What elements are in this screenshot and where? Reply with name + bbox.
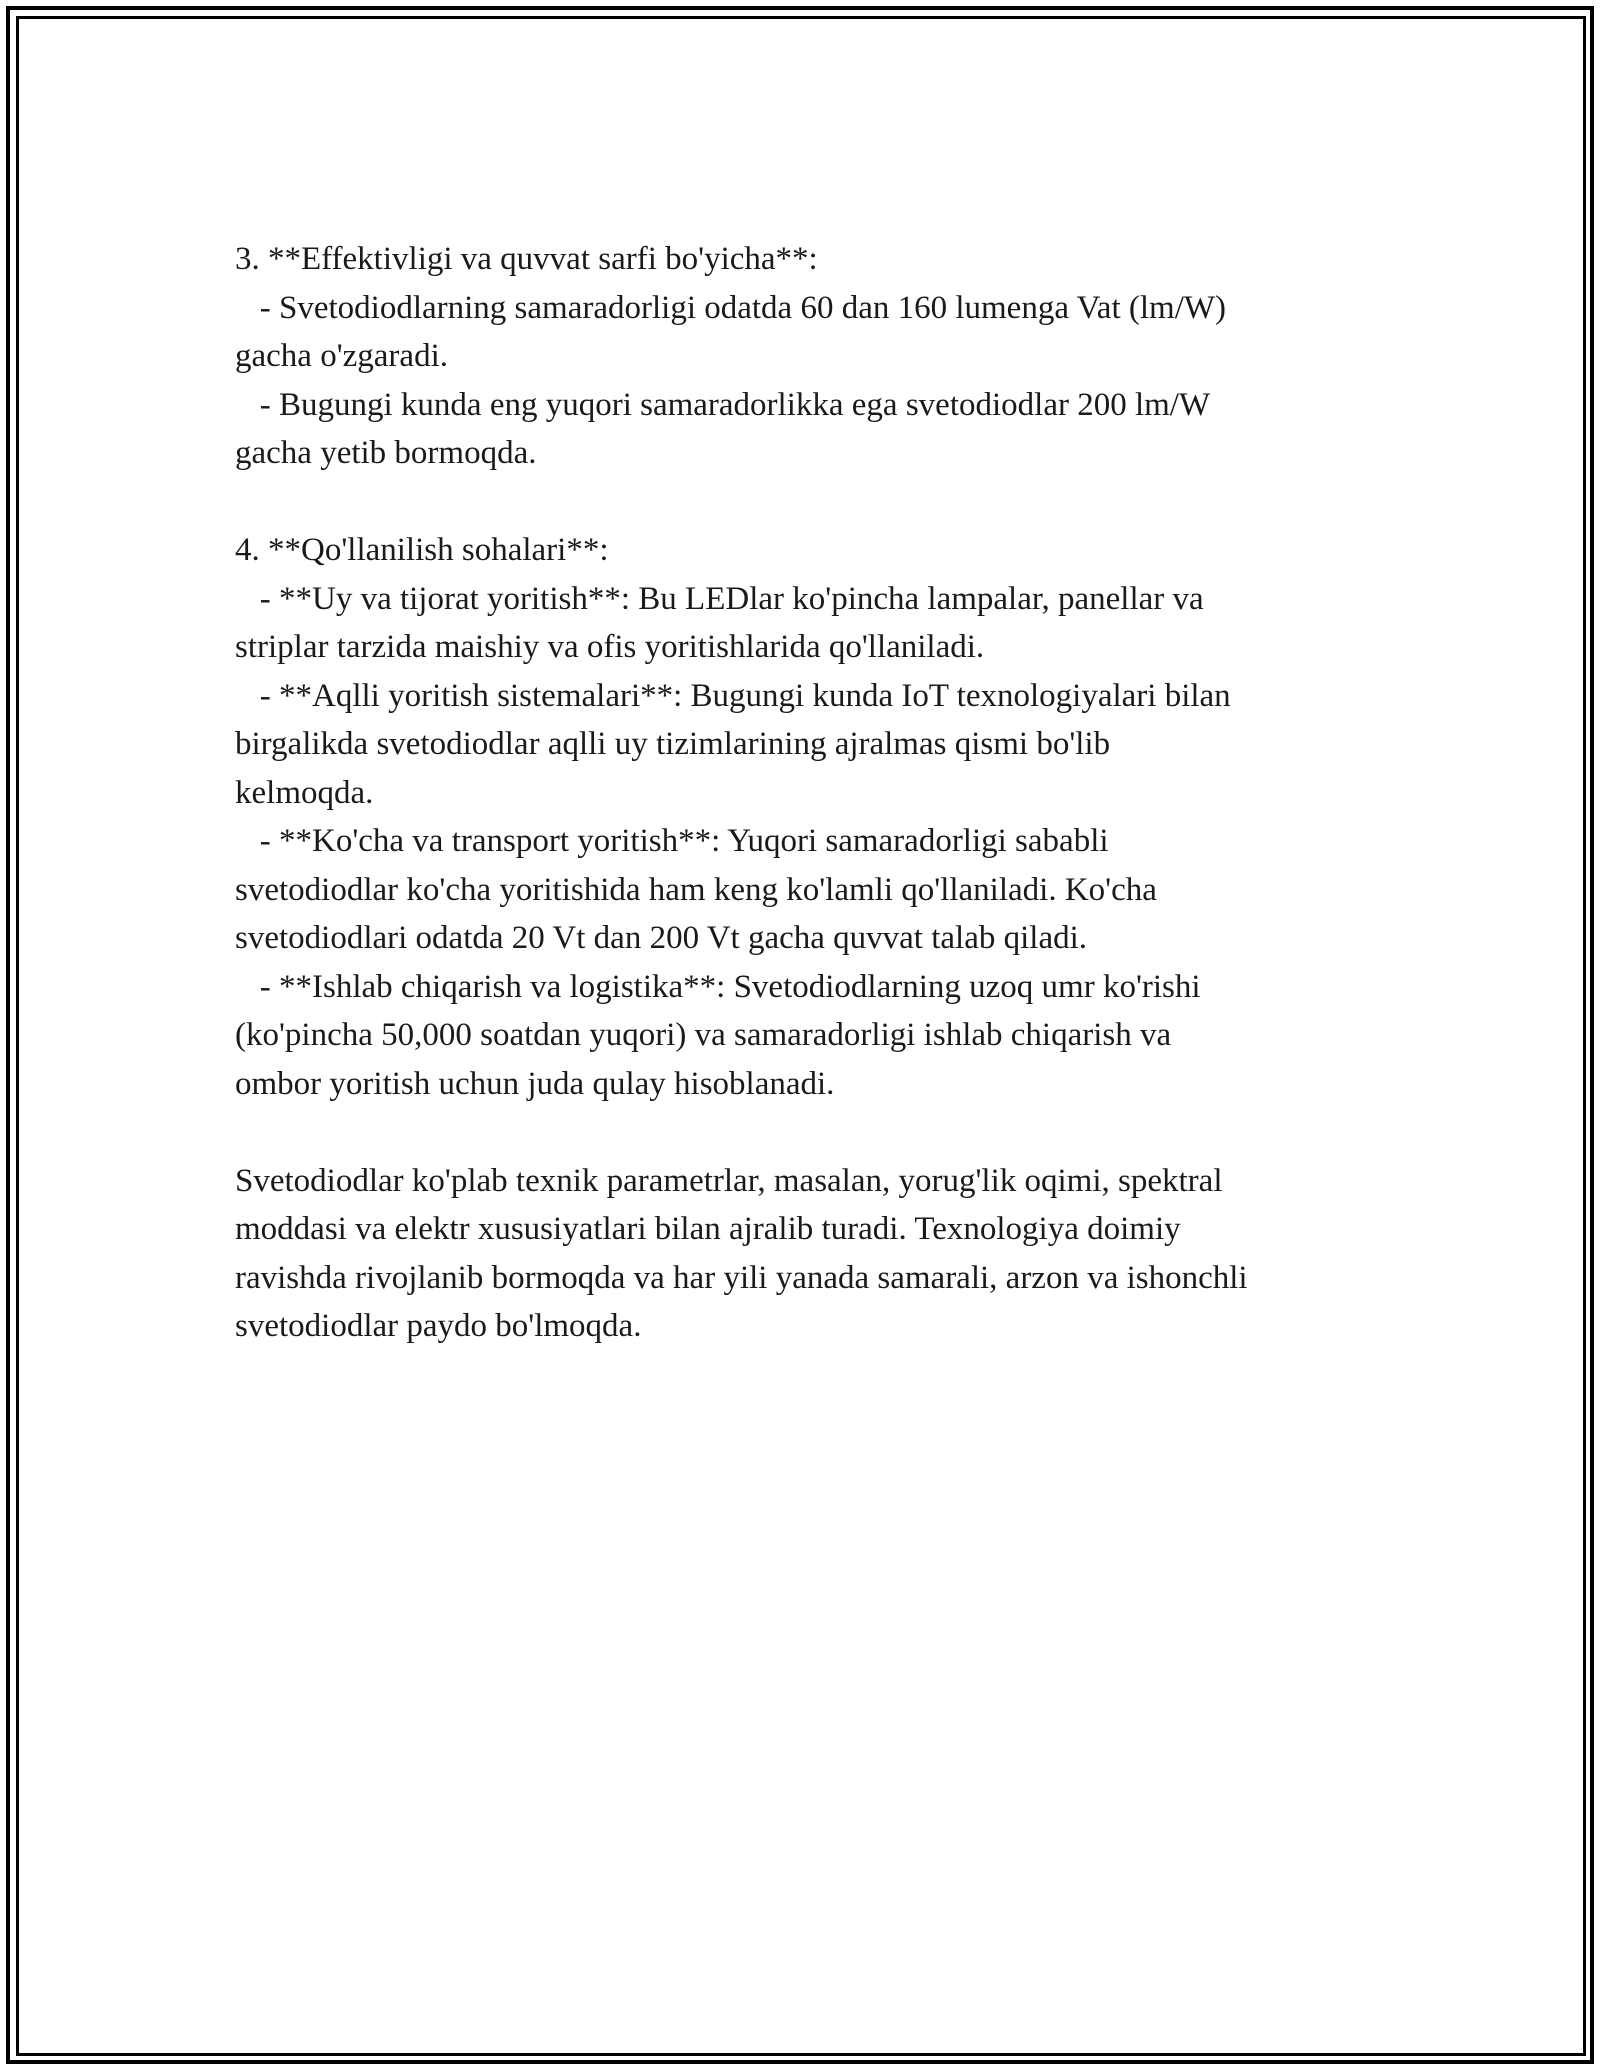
- section-3-heading: 3. **Effektivligi va quvvat sarfi bo'yicha**:: [235, 241, 818, 277]
- text-line: ombor yoritish uchun juda qulay hisoblanadi.: [235, 1065, 835, 1102]
- text-line: - **Uy va tijorat yoritish**: Bu LEDlar ko'pincha lampalar, panellar va: [235, 580, 1204, 617]
- text-line: kelmoqda.: [235, 774, 374, 811]
- text-line: svetodiodlar ko'cha yoritishida ham keng ko'lamli qo'llaniladi. Ko'cha: [235, 871, 1157, 908]
- blank-line: [235, 1108, 1375, 1157]
- text-line: svetodiodlari odatda 20 Vt dan 200 Vt gacha quvvat talab qiladi.: [235, 920, 1088, 956]
- summary-line: Svetodiodlar ko'plab texnik parametrlar, masalan, yorug'lik oqimi, spektral: [235, 1162, 1223, 1199]
- document-body: [235, 235, 1375, 1351]
- text-line: (ko'pincha 50,000 soatdan yuqori) va samaradorligi ishlab chiqarish va: [235, 1017, 1172, 1053]
- text-line: - **Aqlli yoritish sistemalari**: Bugungi kunda IoT texnologiyalari bilan: [235, 677, 1231, 714]
- text-line: striplar tarzida maishiy va ofis yoritishlarida qo'llaniladi.: [235, 629, 985, 665]
- text-line: - **Ishlab chiqarish va logistika**: Svetodiodlarning uzoq umr ko'rishi: [235, 968, 1201, 1005]
- text-line: gacha o'zgaradi.: [235, 338, 448, 374]
- text-line: gacha yetib bormoqda.: [235, 435, 537, 471]
- text-line: birgalikda svetodiodlar aqlli uy tizimlarining ajralmas qismi bo'lib: [235, 726, 1111, 762]
- summary-line: moddasi va elektr xususiyatlari bilan ajralib turadi. Texnologiya doimiy: [235, 1211, 1181, 1247]
- summary-line: ravishda rivojlanib bormoqda va har yili yanada samarali, arzon va ishonchli: [235, 1259, 1248, 1296]
- summary-line: svetodiodlar paydo bo'lmoqda.: [235, 1308, 642, 1344]
- section-4-heading: 4. **Qo'llanilish sohalari**:: [235, 532, 609, 568]
- blank-line: [235, 478, 1375, 527]
- text-line: - Svetodiodlarning samaradorligi odatda 60 dan 160 lumenga Vat (lm/W): [235, 289, 1226, 326]
- text-line: - Bugungi kunda eng yuqori samaradorlikka ega svetodiodlar 200 lm/W: [235, 386, 1211, 423]
- text-line: - **Ko'cha va transport yoritish**: Yuqori samaradorligi sababli: [235, 823, 1109, 859]
